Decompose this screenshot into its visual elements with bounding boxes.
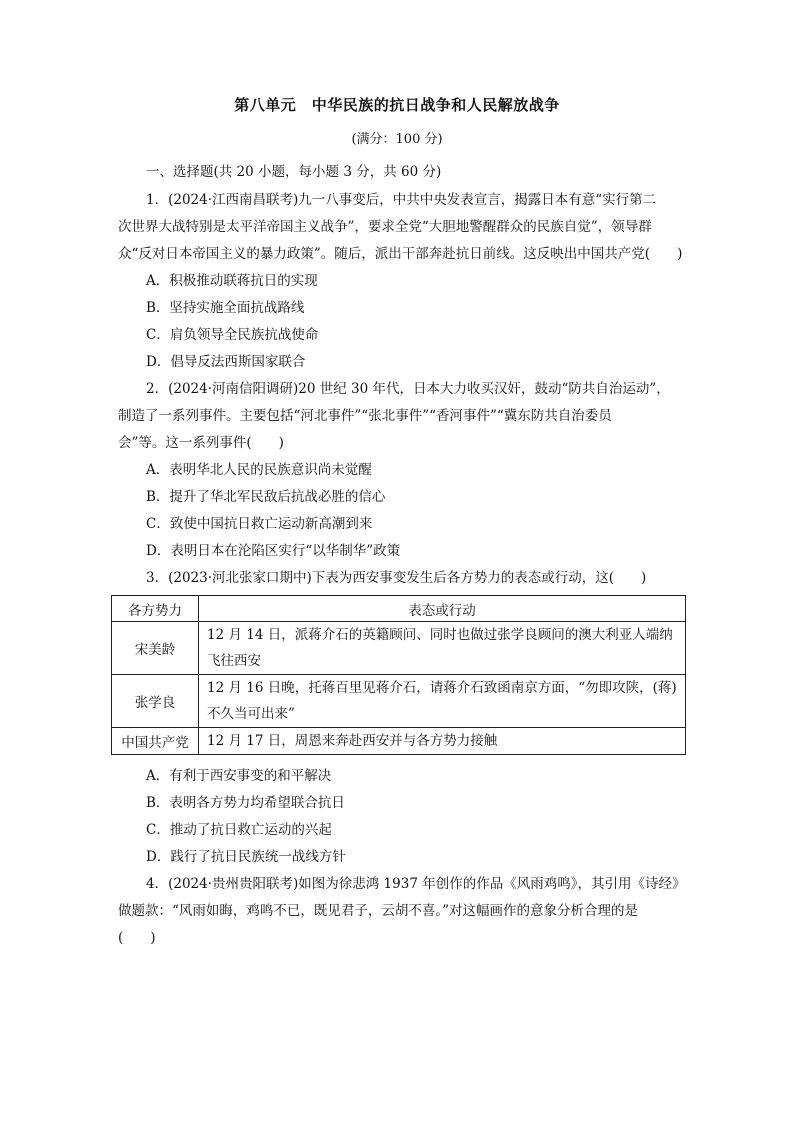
q1-line-3: 众“反对日本帝国主义的暴力政策”。随后，派出干部奔赴抗日前线。这反映出中国共产党( ) [118,246,683,262]
table-row [112,622,686,675]
table-header-action: 表态或行动 [199,596,686,622]
q2-option-b[interactable]: B．提升了华北军民敌后抗战必胜的信心 [146,489,386,505]
q2-line-3: 会”等。这一系列事件( ) [118,435,284,451]
q2-line-1: 2．(2024·河南信阳调研)20 世纪 30 年代，日本大力收买汉奸，鼓动“防共自治运动”， [146,381,670,397]
q4-line-2: 做题款：“风雨如晦，鸡鸣不已，既见君子，云胡不喜。”对这幅画作的意象分析合理的是 [118,903,639,919]
xian-incident-table [111,595,686,755]
q4-line-3: ( ) [118,930,156,946]
table-cell-party: 中国共产党 [112,728,199,755]
table-header-party: 各方势力 [112,596,199,622]
q2-line-2: 制造了一系列事件。主要包括“河北事件”“张北事件”“香河事件”“冀东防共自治委员 [118,408,612,424]
q2-option-d[interactable]: D．表明日本在沦陷区实行“以华制华”政策 [146,543,401,559]
q3-option-d[interactable]: D．践行了抗日民族统一战线方针 [146,849,346,865]
q3-option-b[interactable]: B．表明各方势力均希望联合抗日 [146,795,345,811]
q3-option-c[interactable]: C．推动了抗日救亡运动的兴起 [146,822,332,838]
q1-option-b[interactable]: B．坚持实施全面抗战路线 [146,300,305,316]
table-cell-action: 12 月 17 日，周恩来奔赴西安并与各方势力接触 [199,728,686,755]
full-score: (满分：100 分) [351,132,443,147]
table-row [112,728,686,755]
unit-title: 第八单元 中华民族的抗日战争和人民解放战争 [234,96,560,114]
q1-option-c[interactable]: C．肩负领导全民族抗战使命 [146,327,319,343]
q3-option-a[interactable]: A．有利于西安事变的和平解决 [146,768,332,784]
section-heading: 一、选择题(共 20 小题，每小题 3 分，共 60 分) [146,164,442,180]
table-cell-party: 宋美龄 [112,622,199,675]
table-cell-action: 12 月 14 日，派蒋介石的英籍顾问、同时也做过张学良顾问的澳大利亚人端纳飞往西安 [199,622,686,675]
q1-option-d[interactable]: D．倡导反法西斯国家联合 [146,354,306,370]
q4-line-1: 4．(2024·贵州贵阳联考)如图为徐悲鸿 1937 年创作的作品《风雨鸡鸣》，其引用《诗经》 [146,876,686,892]
table-cell-action: 12 月 16 日晚，托蒋百里见蒋介石，请蒋介石致函南京方面，“勿即攻陕，(蒋)不久当可出来” [199,675,686,728]
q1-option-a[interactable]: A．积极推动联蒋抗日的实现 [146,273,318,289]
table-cell-party: 张学良 [112,675,199,728]
q1-line-1: 1．(2024·江西南昌联考)九一八事变后，中共中央发表宣言，揭露日本有意“实行第二 [146,192,657,208]
table-header-row [112,596,686,622]
q1-line-2: 次世界大战特别是太平洋帝国主义战争”，要求全党“大胆地警醒群众的民族自觉”，领导群 [118,219,652,235]
q3-line-1: 3．(2023·河北张家口期中)下表为西安事变发生后各方势力的表态或行动，这( ) [146,570,647,586]
q2-option-a[interactable]: A．表明华北人民的民族意识尚未觉醒 [146,462,372,478]
q2-option-c[interactable]: C．致使中国抗日救亡运动新高潮到来 [146,516,373,532]
table-row [112,675,686,728]
